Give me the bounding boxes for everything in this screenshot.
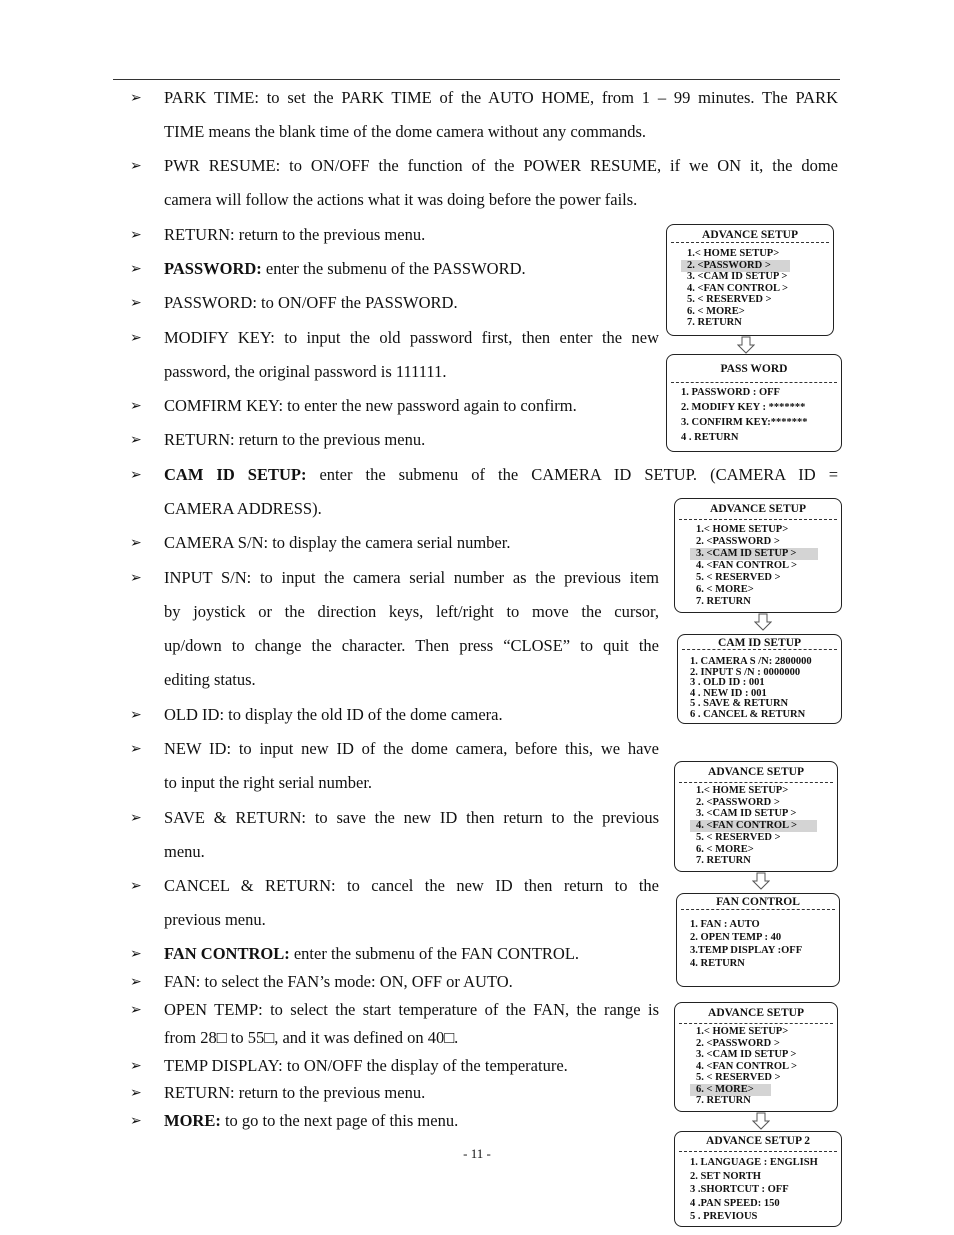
menu-item: 4 . NEW ID : 001 [690, 687, 767, 699]
menu-divider [681, 909, 835, 910]
text-line: OPEN TEMP: to select the start temperature of the FAN, the range is [164, 1000, 659, 1019]
down-arrow-icon [737, 336, 755, 354]
menu-item-selected: 2. <PASSWORD > [681, 260, 790, 272]
menu-item: 5 . SAVE & RETURN [690, 698, 789, 709]
bullet-arrow-icon: ➢ [130, 398, 142, 414]
text-line: TEMP DISPLAY: to ON/OFF the display of the temperature. [164, 1056, 568, 1075]
bullet-arrow-icon: ➢ [130, 1113, 142, 1129]
text-line: SAVE & RETURN: to save the new ID then return to the previous [164, 808, 659, 827]
text-line: MODIFY KEY: to input the old password first, then enter the new [164, 328, 659, 347]
menu-item: 1. CAMERA S /N: 2800000 [690, 656, 812, 667]
term-description: enter the submenu of the CAMERA ID SETUP. (CAMERA ID = [306, 465, 839, 484]
menu-item: 2. INPUT S /N : 0000000 [690, 666, 801, 678]
text-line: CAMERA S/N: to display the camera serial number. [164, 533, 511, 552]
text-line: TIME means the blank time of the dome camera without any commands. [164, 122, 647, 141]
menu-item-selected: 6. < MORE> [690, 1084, 771, 1096]
menu-divider [679, 1151, 837, 1152]
menu-item: 1.< HOME SETUP> [687, 248, 780, 259]
menu-item: 3. <CAM ID SETUP > [687, 271, 788, 282]
menu-item: 4. <FAN CONTROL > [696, 1060, 798, 1072]
menu-title: ADVANCE SETUP 2 [706, 1135, 810, 1147]
bold-term: FAN CONTROL: [164, 944, 290, 963]
bold-term: PASSWORD: [164, 259, 262, 278]
menu-box-adv8 [674, 1131, 842, 1227]
text-line: RETURN: return to the previous menu. [164, 225, 426, 244]
text-line: password, the original password is 111111. [164, 362, 447, 381]
menu-box-camid4 [677, 634, 842, 724]
menu-divider [682, 649, 837, 650]
down-arrow-icon [752, 1112, 770, 1130]
bullet-arrow-icon: ➢ [130, 330, 142, 346]
text-line: editing status. [164, 670, 256, 689]
menu-item: 5 . PREVIOUS [690, 1211, 758, 1222]
menu-item: 2. SET NORTH [690, 1170, 761, 1182]
menu-item: 4 . RETURN [681, 432, 739, 443]
menu-item: 2. <PASSWORD > [696, 1037, 780, 1049]
menu-item: 4. RETURN [690, 958, 745, 969]
menu-item: 4 .PAN SPEED: 150 [690, 1197, 780, 1209]
text-line: from 28□ to 55□, and it was defined on 40□. [164, 1028, 459, 1047]
menu-divider [679, 519, 837, 520]
bullet-arrow-icon: ➢ [130, 90, 142, 106]
menu-box-adv7 [674, 1002, 838, 1112]
menu-item: 2. <PASSWORD > [696, 796, 780, 808]
text-line [164, 465, 838, 485]
menu-divider [671, 242, 829, 243]
page-number: - 11 - [463, 1146, 491, 1161]
menu-item: 3. CONFIRM KEY:******* [681, 417, 808, 428]
bullet-arrow-icon: ➢ [130, 1058, 142, 1074]
bullet-arrow-icon: ➢ [130, 707, 142, 723]
menu-title: ADVANCE SETUP [702, 229, 798, 241]
text-line: to input the right serial number. [164, 773, 373, 792]
menu-item-selected: 4. <FAN CONTROL > [690, 820, 817, 832]
menu-item: 7. RETURN [696, 855, 751, 867]
menu-item: 6. < MORE> [687, 305, 745, 317]
menu-item: 2. MODIFY KEY : ******* [681, 402, 806, 413]
bullet-arrow-icon: ➢ [130, 810, 142, 826]
bullet-arrow-icon: ➢ [130, 974, 142, 990]
text-line: RETURN: return to the previous menu. [164, 430, 426, 449]
menu-item: 3 .SHORTCUT : OFF [690, 1184, 789, 1195]
menu-item: 5. < RESERVED > [696, 831, 781, 843]
menu-box-pass2 [666, 354, 842, 452]
bold-term: MORE: [164, 1111, 221, 1130]
bullet-arrow-icon: ➢ [130, 227, 142, 243]
text-line: RETURN: return to the previous menu. [164, 1083, 426, 1102]
menu-box-adv1 [666, 224, 834, 336]
menu-title: FAN CONTROL [716, 896, 800, 908]
menu-item: 7. RETURN [687, 317, 742, 328]
menu-item: 2. <PASSWORD > [696, 536, 780, 547]
menu-item: 6. < MORE> [696, 584, 754, 595]
menu-item: 1. PASSWORD : OFF [681, 387, 780, 398]
bullet-arrow-icon: ➢ [130, 467, 142, 483]
text-line: PARK TIME: to set the PARK TIME of the AUTO HOME, from 1 – 99 minutes. The PARK [164, 88, 838, 107]
bullet-arrow-icon: ➢ [130, 946, 142, 962]
down-arrow-icon [752, 872, 770, 890]
menu-item: 6. < MORE> [696, 843, 754, 855]
bullet-arrow-icon: ➢ [130, 535, 142, 551]
menu-item: 1.< HOME SETUP> [696, 785, 789, 796]
bullet-arrow-icon: ➢ [130, 1002, 142, 1018]
text-line: NEW ID: to input new ID of the dome camera, before this, we have [164, 739, 659, 758]
menu-title: ADVANCE SETUP [708, 1007, 804, 1019]
text-line: OLD ID: to display the old ID of the dome camera. [164, 705, 503, 724]
text-line [164, 259, 526, 279]
text-line: CAMERA ADDRESS). [164, 499, 322, 518]
text-line: INPUT S/N: to input the camera serial number as the previous item [164, 568, 659, 587]
text-line: PWR RESUME: to ON/OFF the function of the POWER RESUME, if we ON it, the dome [164, 156, 838, 175]
bullet-arrow-icon: ➢ [130, 741, 142, 757]
down-arrow-icon [754, 613, 772, 631]
text-line [164, 944, 579, 964]
menu-item: 5. < RESERVED > [696, 1072, 781, 1083]
menu-item: 5. < RESERVED > [696, 572, 781, 583]
bullet-arrow-icon: ➢ [130, 432, 142, 448]
bullet-arrow-icon: ➢ [130, 878, 142, 894]
menu-title: PASS WORD [720, 363, 788, 375]
text-line: menu. [164, 842, 205, 861]
text-line: FAN: to select the FAN’s mode: ON, OFF or AUTO. [164, 972, 513, 991]
term-description: enter the submenu of the FAN CONTROL. [289, 944, 580, 963]
text-line: up/down to change the character. Then press “CLOSE” to quit the [164, 636, 659, 655]
menu-box-fan6 [676, 893, 840, 987]
menu-divider [679, 1023, 833, 1024]
text-line [164, 1111, 458, 1131]
menu-item: 6 . CANCEL & RETURN [690, 708, 806, 720]
menu-item: 1. LANGUAGE : ENGLISH [690, 1157, 818, 1168]
menu-title: ADVANCE SETUP [710, 503, 806, 515]
bullet-arrow-icon: ➢ [130, 1085, 142, 1101]
menu-item: 2. OPEN TEMP : 40 [690, 932, 782, 943]
menu-title: ADVANCE SETUP [708, 766, 804, 778]
menu-item: 1.< HOME SETUP> [696, 524, 789, 535]
menu-item: 3. <CAM ID SETUP > [696, 1049, 797, 1060]
bullet-arrow-icon: ➢ [130, 570, 142, 586]
bullet-arrow-icon: ➢ [130, 158, 142, 174]
menu-box-adv5 [674, 761, 838, 872]
menu-item: 3 . OLD ID : 001 [690, 677, 765, 688]
menu-item: 3.TEMP DISPLAY :OFF [690, 945, 803, 956]
text-line: CANCEL & RETURN: to cancel the new ID then return to the [164, 876, 659, 895]
text-line: previous menu. [164, 910, 266, 929]
menu-item-selected: 3. <CAM ID SETUP > [690, 548, 818, 560]
menu-item: 7. RETURN [696, 1095, 751, 1106]
header-rule [113, 79, 840, 80]
text-line: by joystick or the direction keys, left/right to move the cursor, [164, 602, 659, 621]
text-line: camera will follow the actions what it was doing before the power fails. [164, 190, 638, 209]
menu-divider [679, 782, 833, 783]
menu-item: 5. < RESERVED > [687, 294, 772, 305]
menu-item: 7. RETURN [696, 596, 751, 607]
menu-divider [671, 382, 837, 383]
menu-item: 3. <CAM ID SETUP > [696, 808, 797, 820]
term-description: to go to the next page of this menu. [220, 1111, 459, 1130]
menu-item: 1. FAN : AUTO [690, 919, 760, 930]
menu-item: 1.< HOME SETUP> [696, 1026, 789, 1037]
menu-title: CAM ID SETUP [717, 637, 802, 649]
bullet-arrow-icon: ➢ [130, 295, 142, 311]
term-description: enter the submenu of the PASSWORD. [261, 259, 526, 278]
text-line: PASSWORD: to ON/OFF the PASSWORD. [164, 293, 458, 312]
text-line: COMFIRM KEY: to enter the new password again to confirm. [164, 396, 577, 415]
menu-item: 4. <FAN CONTROL > [687, 282, 789, 294]
menu-item: 4. <FAN CONTROL > [696, 560, 798, 571]
bullet-arrow-icon: ➢ [130, 261, 142, 277]
menu-box-adv3 [674, 498, 842, 613]
bold-term: CAM ID SETUP: [164, 465, 307, 484]
